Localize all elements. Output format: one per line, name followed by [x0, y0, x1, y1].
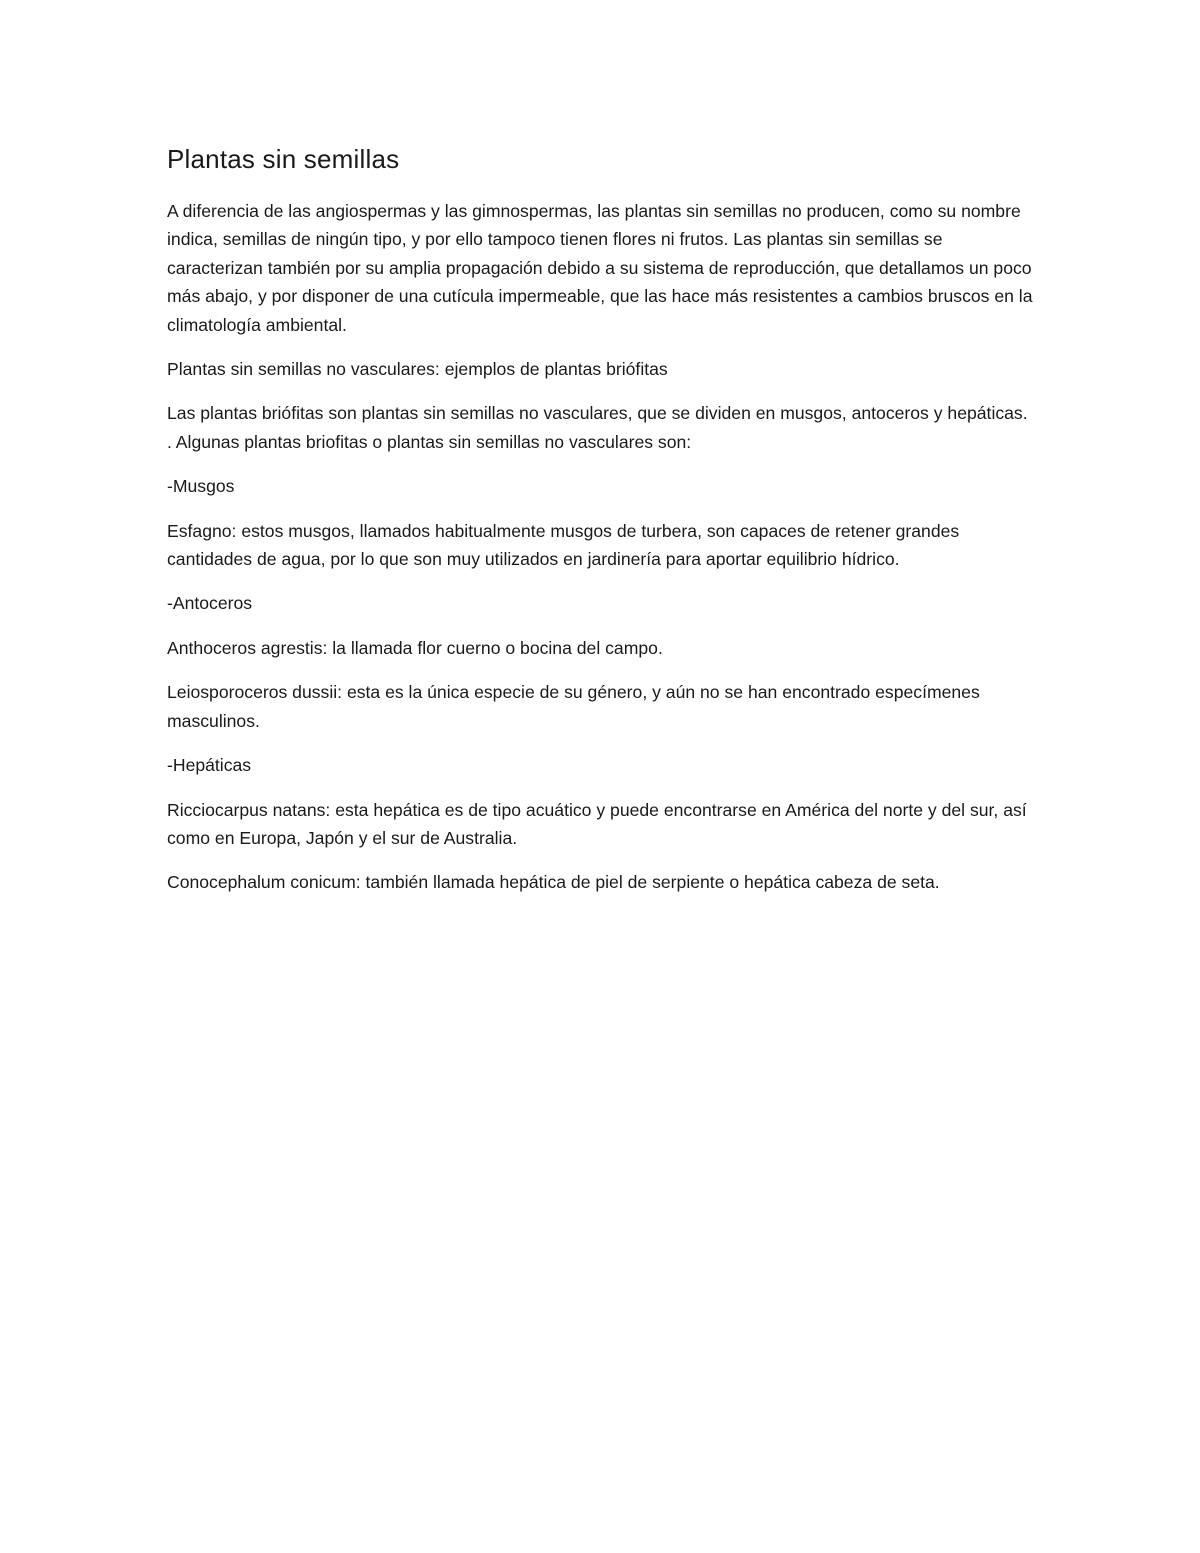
- heading-hepaticas: -Hepáticas: [167, 755, 252, 776]
- section-heading-nonvascular: Plantas sin semillas no vasculares: ejemplos de plantas briófitas: [167, 359, 668, 380]
- heading-musgos: -Musgos: [167, 476, 235, 497]
- esfagno-paragraph: Esfagno: estos musgos, llamados habitualmente musgos de turbera, son capaces de retener grandes cantidades de agua, por lo que son muy utilizados en jardinería para aportar equilibrio hídrico.: [167, 520, 960, 570]
- ricciocarpus-paragraph: Ricciocarpus natans: esta hepática es de tipo acuático y puede encontrarse en América del norte y del sur, así como en Europa, Japón y el sur de Australia.: [167, 799, 1027, 848]
- leiosporoceros-paragraph: Leiosporoceros dussii: esta es la única especie de su género, y aún no se han encontrado especímenes masculinos.: [167, 682, 980, 731]
- document-title: Plantas sin semillas: [167, 144, 400, 174]
- anthoceros-paragraph: Anthoceros agrestis: la llamada flor cuerno o bocina del campo.: [167, 637, 663, 658]
- conocephalum-paragraph: Conocephalum conicum: también llamada hepática de piel de serpiente o hepática cabeza de seta.: [167, 872, 940, 893]
- heading-antoceros: -Antoceros: [167, 593, 253, 614]
- intro-paragraph: A diferencia de las angiospermas y las gimnospermas, las plantas sin semillas no producen, como su nombre indica, semillas de ningún tipo, y por ello tampoco tienen flores ni frutos. Las plantas sin semillas se caracterizan también por su amplia propagación debido a su sistema de reproducción, que detallamos un poco más abajo, y por disponer de una cutícula impermeable, que las hace más resistentes a cambios bruscos en la climatología ambiental.: [167, 201, 1033, 335]
- briofitas-paragraph: Las plantas briófitas son plantas sin semillas no vasculares, que se dividen en musgos, antoceros y hepáticas. . Algunas plantas briofitas o plantas sin semillas no vasculares son:: [167, 403, 1028, 452]
- document-body: [167, 142, 1037, 913]
